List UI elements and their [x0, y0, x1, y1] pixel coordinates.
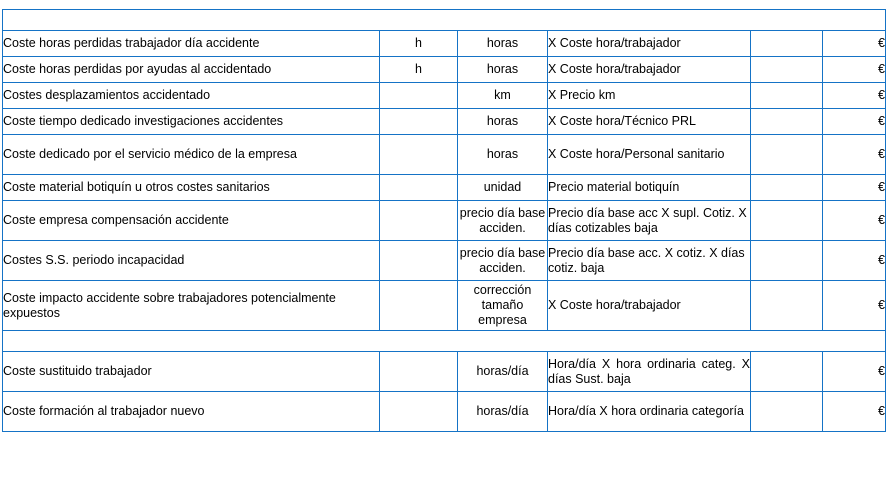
table-row: [3, 57, 886, 83]
row-concept: Coste dedicado por el servicio médico de la empresa: [3, 135, 380, 175]
row-unit: horas/día: [458, 392, 548, 432]
row-currency: €: [823, 83, 886, 109]
row-formula: X Coste hora/Personal sanitario: [548, 135, 751, 175]
row-value-input[interactable]: [751, 135, 823, 175]
row-formula: X Precio km: [548, 83, 751, 109]
row-unit: horas: [458, 31, 548, 57]
row-formula: X Coste hora/trabajador: [548, 57, 751, 83]
row-concept: Coste impacto accidente sobre trabajadores potencialmente expuestos: [3, 281, 380, 331]
row-formula: X Coste hora/trabajador: [548, 281, 751, 331]
section-header-costes-trabajador: [3, 10, 886, 31]
row-currency: €: [823, 57, 886, 83]
row-concept: Coste tiempo dedicado investigaciones accidentes: [3, 109, 380, 135]
row-currency: €: [823, 109, 886, 135]
table-row: [3, 135, 886, 175]
row-unit: km: [458, 83, 548, 109]
table-row: [3, 241, 886, 281]
section-header-incrementos-costes: [3, 331, 886, 352]
row-unit: unidad: [458, 175, 548, 201]
row-concept: Coste sustituido trabajador: [3, 352, 380, 392]
row-unit-code: [380, 281, 458, 331]
row-unit: horas: [458, 109, 548, 135]
row-value-input[interactable]: [751, 392, 823, 432]
row-formula: Precio material botiquín: [548, 175, 751, 201]
row-concept: Coste material botiquín u otros costes sanitarios: [3, 175, 380, 201]
row-unit-code: [380, 201, 458, 241]
row-currency: €: [823, 392, 886, 432]
row-unit: horas/día: [458, 352, 548, 392]
row-value-input[interactable]: [751, 201, 823, 241]
row-unit-code: [380, 175, 458, 201]
table-row: [3, 281, 886, 331]
table-row: [3, 31, 886, 57]
row-currency: €: [823, 31, 886, 57]
row-value-input[interactable]: [751, 109, 823, 135]
row-unit: corrección tamaño empresa: [458, 281, 548, 331]
row-formula: Precio día base acc X supl. Cotiz. X días cotizables baja: [548, 201, 751, 241]
row-value-input[interactable]: [751, 175, 823, 201]
row-unit-code: h: [380, 57, 458, 83]
row-unit-code: [380, 241, 458, 281]
row-value-input[interactable]: [751, 241, 823, 281]
row-unit-code: [380, 392, 458, 432]
row-concept: Coste horas perdidas trabajador día accidente: [3, 31, 380, 57]
section-title: Incrementos de costes para mantener la producción: [3, 331, 886, 352]
row-formula: Hora/día X hora ordinaria categoría: [548, 392, 751, 432]
table-row: [3, 109, 886, 135]
row-value-input[interactable]: [751, 281, 823, 331]
table-row: [3, 392, 886, 432]
row-concept: Coste formación al trabajador nuevo: [3, 392, 380, 432]
row-concept: Coste empresa compensación accidente: [3, 201, 380, 241]
row-unit-code: [380, 83, 458, 109]
row-value-input[interactable]: [751, 31, 823, 57]
row-value-input[interactable]: [751, 352, 823, 392]
row-unit-code: [380, 352, 458, 392]
row-concept: Costes S.S. periodo incapacidad: [3, 241, 380, 281]
row-value-input[interactable]: [751, 83, 823, 109]
row-concept: Costes desplazamientos accidentado: [3, 83, 380, 109]
row-currency: €: [823, 281, 886, 331]
row-unit-code: [380, 135, 458, 175]
row-unit: horas: [458, 57, 548, 83]
row-currency: €: [823, 352, 886, 392]
table-row: [3, 201, 886, 241]
table-row: [3, 352, 886, 392]
row-value-input[interactable]: [751, 57, 823, 83]
row-currency: €: [823, 241, 886, 281]
row-unit-code: [380, 109, 458, 135]
cost-calculation-sheet: [0, 9, 887, 432]
table-row: [3, 83, 886, 109]
row-currency: €: [823, 201, 886, 241]
row-formula: X Coste hora/trabajador: [548, 31, 751, 57]
row-formula: Precio día base acc. X cotiz. X días cotiz. baja: [548, 241, 751, 281]
row-currency: €: [823, 135, 886, 175]
row-unit: precio día base acciden.: [458, 201, 548, 241]
row-currency: €: [823, 175, 886, 201]
row-formula: Hora/día X hora ordinaria categ. X días Sust. baja: [548, 352, 751, 392]
accident-cost-table: [2, 9, 886, 432]
row-unit: precio día base acciden.: [458, 241, 548, 281]
table-row: [3, 175, 886, 201]
section-title: Costes del trabajador / trabajadores: [3, 10, 886, 31]
row-concept: Coste horas perdidas por ayudas al accidentado: [3, 57, 380, 83]
row-unit-code: h: [380, 31, 458, 57]
row-formula: X Coste hora/Técnico PRL: [548, 109, 751, 135]
row-unit: horas: [458, 135, 548, 175]
